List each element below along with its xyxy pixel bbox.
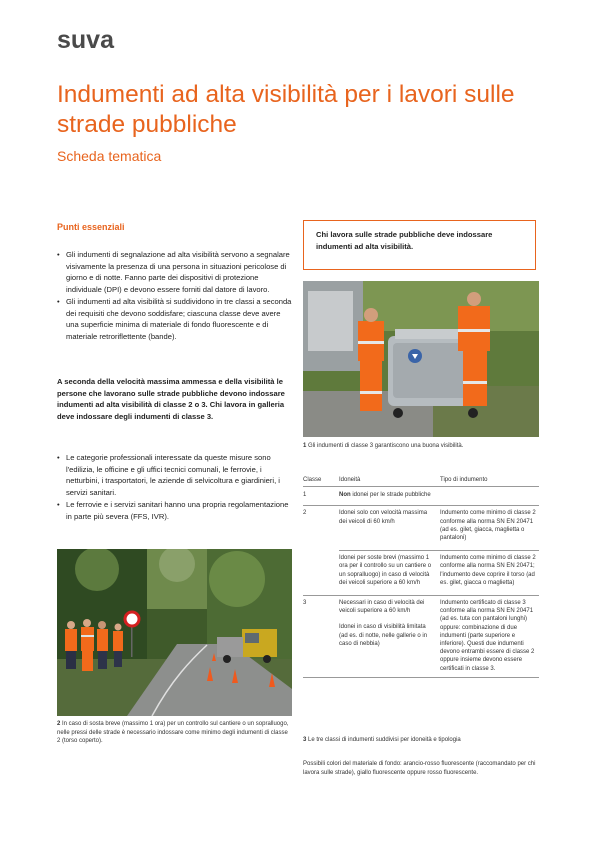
caption-text: Le tre classi di indumenti suddivisi per idoneità e tipologia — [308, 737, 461, 743]
caption-text: In caso di sosta breve (massimo 1 ora) per un controllo sul cantiere o un sopralluogo, nelle pressi delle strade è necessario indossare come minimo degli indumenti di classe 2 (torso coperto). — [57, 721, 289, 744]
table-cell: Non idonei per le strade pubbliche — [339, 492, 431, 499]
figure-2-caption — [57, 720, 289, 746]
page-subtitle: Scheda tematica — [57, 148, 162, 164]
classes-table — [303, 476, 539, 678]
table-cell — [303, 551, 339, 596]
bullet-list-1 — [57, 249, 292, 343]
table-header-row — [303, 476, 539, 487]
column-header: Classe — [303, 476, 339, 487]
figure-1-photo — [303, 281, 539, 437]
key-paragraph: A seconda della velocità massima ammessa e della visibilità le persone che lavorano sulle strade pubbliche devono indossare indumenti ad alta visibilità di classe 2 o 3. Chi lavora in galleria deve indossare degli indumenti di classe 3. — [57, 377, 285, 422]
suva-logo: suva — [57, 26, 114, 54]
table-cell: Indumento come minimo di classe 2 conforme alla norma SN EN 20471; l'indumento deve coprire il torso (ad es. gilet, giacca o maglietta) — [440, 551, 539, 596]
table-cell: Idonei solo con velocità massima dei veicoli di 60 km/h — [339, 506, 440, 551]
list-item: • Gli indumenti di segnalazione ad alta visibilità servono a segnalare visivamente la presenza di una persona in situazioni pericolose di giorno e di notte. Fanno parte dei dispositivi di protezione individuale (DPI) e devono essere forniti dal datore di lavoro. — [57, 249, 292, 296]
table-cell: Necessari in caso di velocità dei veicoli superiore a 60 km/h Idonei in caso di visibilità limitata (ad es. di notte, nelle gallerie o in caso di nebbia) — [339, 596, 440, 678]
list-item: • Gli indumenti ad alta visibilità si suddividono in tre classi a seconda dei requisiti che devono soddisfare; ciascuna classe deve avere una superficie minima di materiale di fondo fluorescente e di materiale retroriflettente (bande). — [57, 296, 292, 343]
figure-2-photo — [57, 549, 292, 716]
list-item: • Le ferrovie e i servizi sanitari hanno una propria regolamentazione in parte più severa (FFS, IVR). — [57, 499, 292, 522]
table-cell: Idonei per soste brevi (massimo 1 ora per il controllo su un cantiere o un sopralluogo) in caso di velocità dei veicoli superiore a 60 km/h — [339, 551, 440, 596]
table-cell: 2 — [303, 506, 339, 551]
table-cell — [440, 487, 539, 506]
table-cell: 3 — [303, 596, 339, 678]
table-cell: 1 — [303, 492, 307, 499]
callout-box: Chi lavora sulle strade pubbliche deve indossare indumenti ad alta visibilità. — [303, 220, 536, 270]
bullet-list-2 — [57, 452, 292, 522]
page-title: Indumenti ad alta visibilità per i lavori sulle strade pubbliche — [57, 81, 515, 138]
table-row — [303, 506, 539, 551]
figure-number: 1 — [303, 443, 307, 449]
figure-number: 2 — [57, 721, 61, 727]
colors-note: Possibili colori del materiale di fondo: arancio-rosso fluorescente (raccomandato per chi lavora sulle strade), giallo fluorescente oppure rosso fluorescente. — [303, 761, 536, 776]
table-number: 3 — [303, 737, 307, 743]
table-row — [303, 487, 539, 506]
table-caption — [303, 736, 539, 745]
figure-1-caption — [303, 442, 539, 451]
table-row — [303, 551, 539, 596]
section-title: Punti essenziali — [57, 222, 125, 232]
caption-text: Gli indumenti di classe 3 garantiscono una buona visibilità. — [308, 443, 464, 449]
list-item: • Le categorie professionali interessate da queste misure sono l'edilizia, le officine e gli uffici tecnici comunali, le ferrovie, i netturbini, i trasportatori, le aziende di selvicoltura e giardinieri, i servizi sanitari. — [57, 452, 292, 499]
table-cell: Indumento certificato di classe 3 conforme alla norma SN EN 20471 (ad es. tuta con pantaloni lunghi) oppure: combinazione di due indumenti (parte superiore e inferiore). Questi due indumenti devono entrambi essere di classe 2 oppure insieme devono essere certificati in classe 3. — [440, 596, 539, 678]
column-header: Tipo di indumento — [440, 476, 539, 487]
table-cell: Indumento come minimo di classe 2 conforme alla norma SN EN 20471 (ad es. gilet, giacca, maglietta o pantaloni) — [440, 506, 539, 551]
column-header: Idoneità — [339, 476, 440, 487]
table-row — [303, 596, 539, 678]
